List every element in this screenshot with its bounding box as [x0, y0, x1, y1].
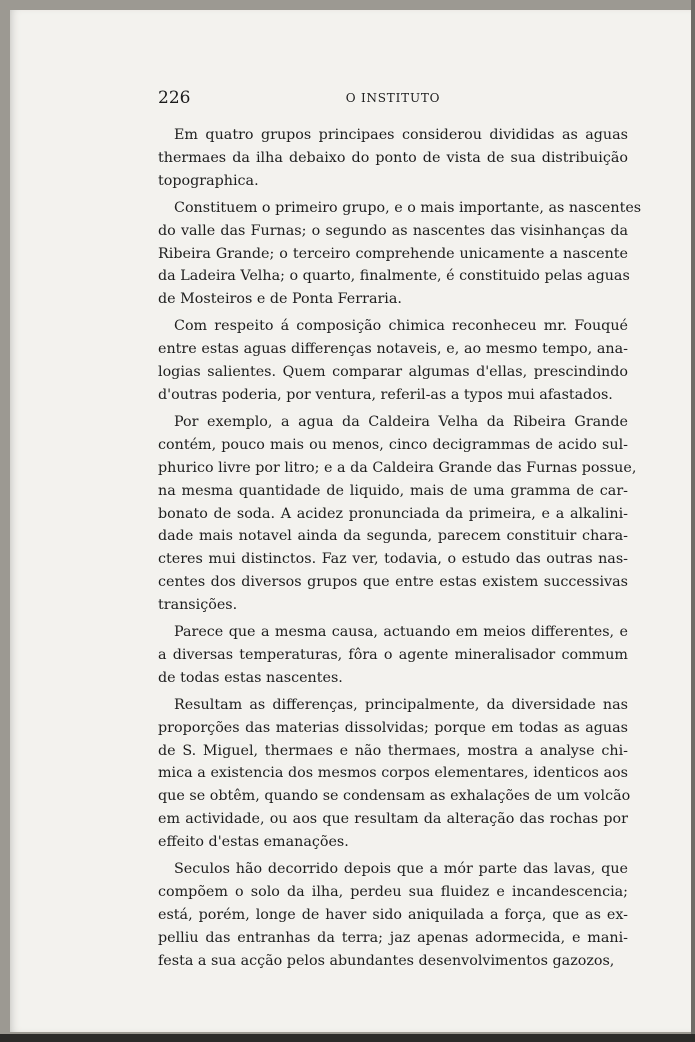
paragraph	[158, 694, 631, 854]
text-line: festa a sua acção pelos abundantes desenvolvimentos gazozos,	[158, 952, 615, 969]
text-line: cteres mui distinctos. Faz ver, todavia, o estudo das outras nas-	[158, 551, 628, 568]
text-line: na mesma quantidade de liquido, mais de uma gramma de car-	[158, 482, 628, 499]
text-line: bonato de soda. A acidez pronunciada da primeira, e a alkalini-	[158, 505, 628, 522]
text-line: de Mosteiros e de Ponta Ferraria.	[158, 291, 402, 308]
body-text	[158, 124, 642, 973]
paragraph	[158, 124, 628, 193]
text-line: está, porém, longe de haver sido aniquilada a força, que as ex-	[158, 906, 628, 923]
text-line: de todas estas nascentes.	[158, 669, 343, 686]
text-line: Em quatro grupos principaes considerou divididas as aguas	[174, 127, 628, 143]
text-line: proporções das materias dissolvidas; porque em todas as aguas	[158, 719, 628, 736]
page-header	[158, 88, 628, 112]
text-line: do valle das Furnas; o segundo as nascentes das visinhanças da	[158, 222, 628, 239]
text-line: topographica.	[158, 172, 259, 189]
text-line: que se obtêm, quando se condensam as exhalações de um volcão	[158, 788, 631, 805]
page-edge	[691, 0, 695, 1042]
text-line: Resultam as differenças, principalmente, da diversidade nas	[174, 696, 628, 713]
text-line: centes dos diversos grupos que entre estas existem successivas	[158, 574, 628, 591]
paragraph	[158, 315, 628, 407]
text-line: thermaes da ilha debaixo do ponto de vista de sua distribuição	[158, 149, 628, 166]
paragraph	[158, 858, 628, 973]
scan-border	[0, 1034, 695, 1042]
text-line: de S. Miguel, thermaes e não thermaes, mostra a analyse chi-	[158, 742, 628, 759]
text-line: Por exemplo, a agua da Caldeira Velha da Ribeira Grande	[174, 413, 628, 430]
paragraph	[158, 621, 628, 690]
text-line: transições.	[158, 597, 238, 614]
text-line: entre estas aguas differenças notaveis, e, ao mesmo tempo, ana-	[158, 341, 628, 358]
text-line: Ribeira Grande; o terceiro comprehende unicamente a nascente	[158, 245, 628, 262]
text-line: logias salientes. Quem comparar algumas d'ellas, prescindindo	[158, 364, 628, 381]
text-line: compõem o solo da ilha, perdeu sua fluidez e incandescencia;	[158, 884, 628, 900]
text-line: dade mais notavel ainda da segunda, parecem constituir chara-	[158, 528, 628, 545]
text-line: effeito d'estas emanações.	[158, 834, 349, 851]
text-line: contém, pouco mais ou menos, cinco decigrammas de acido sul-	[158, 436, 628, 453]
text-line: pelliu das entranhas da terra; jaz apenas adormecida, e mani-	[158, 929, 628, 946]
text-line: Parece que a mesma causa, actuando em meios differentes, e	[174, 624, 628, 641]
text-line: da Ladeira Velha; o quarto, finalmente, é constituido pelas aguas	[158, 268, 630, 285]
page-number: 226	[158, 88, 191, 108]
text-line: phurico livre por litro; e a da Caldeira Grande das Furnas possue,	[158, 459, 637, 476]
paragraph	[158, 411, 637, 617]
text-line: d'outras poderia, por ventura, referil-as a typos mui afastados.	[158, 386, 613, 403]
text-line: mica a existencia dos mesmos corpos elementares, identicos aos	[158, 765, 628, 782]
text-line: em actividade, ou aos que resultam da alteração das rochas por	[158, 811, 628, 828]
running-title: O INSTITUTO	[345, 91, 441, 105]
text-line: Seculos hão decorrido depois que a mór parte das lavas, que	[174, 861, 628, 878]
text-line: Com respeito á composição chimica reconheceu mr. Fouqué	[174, 318, 628, 335]
text-line: Constituem o primeiro grupo, e o mais importante, as nascentes	[174, 199, 642, 216]
text-line: a diversas temperaturas, fôra o agente mineralisador commum	[158, 646, 628, 663]
paragraph	[158, 197, 642, 312]
